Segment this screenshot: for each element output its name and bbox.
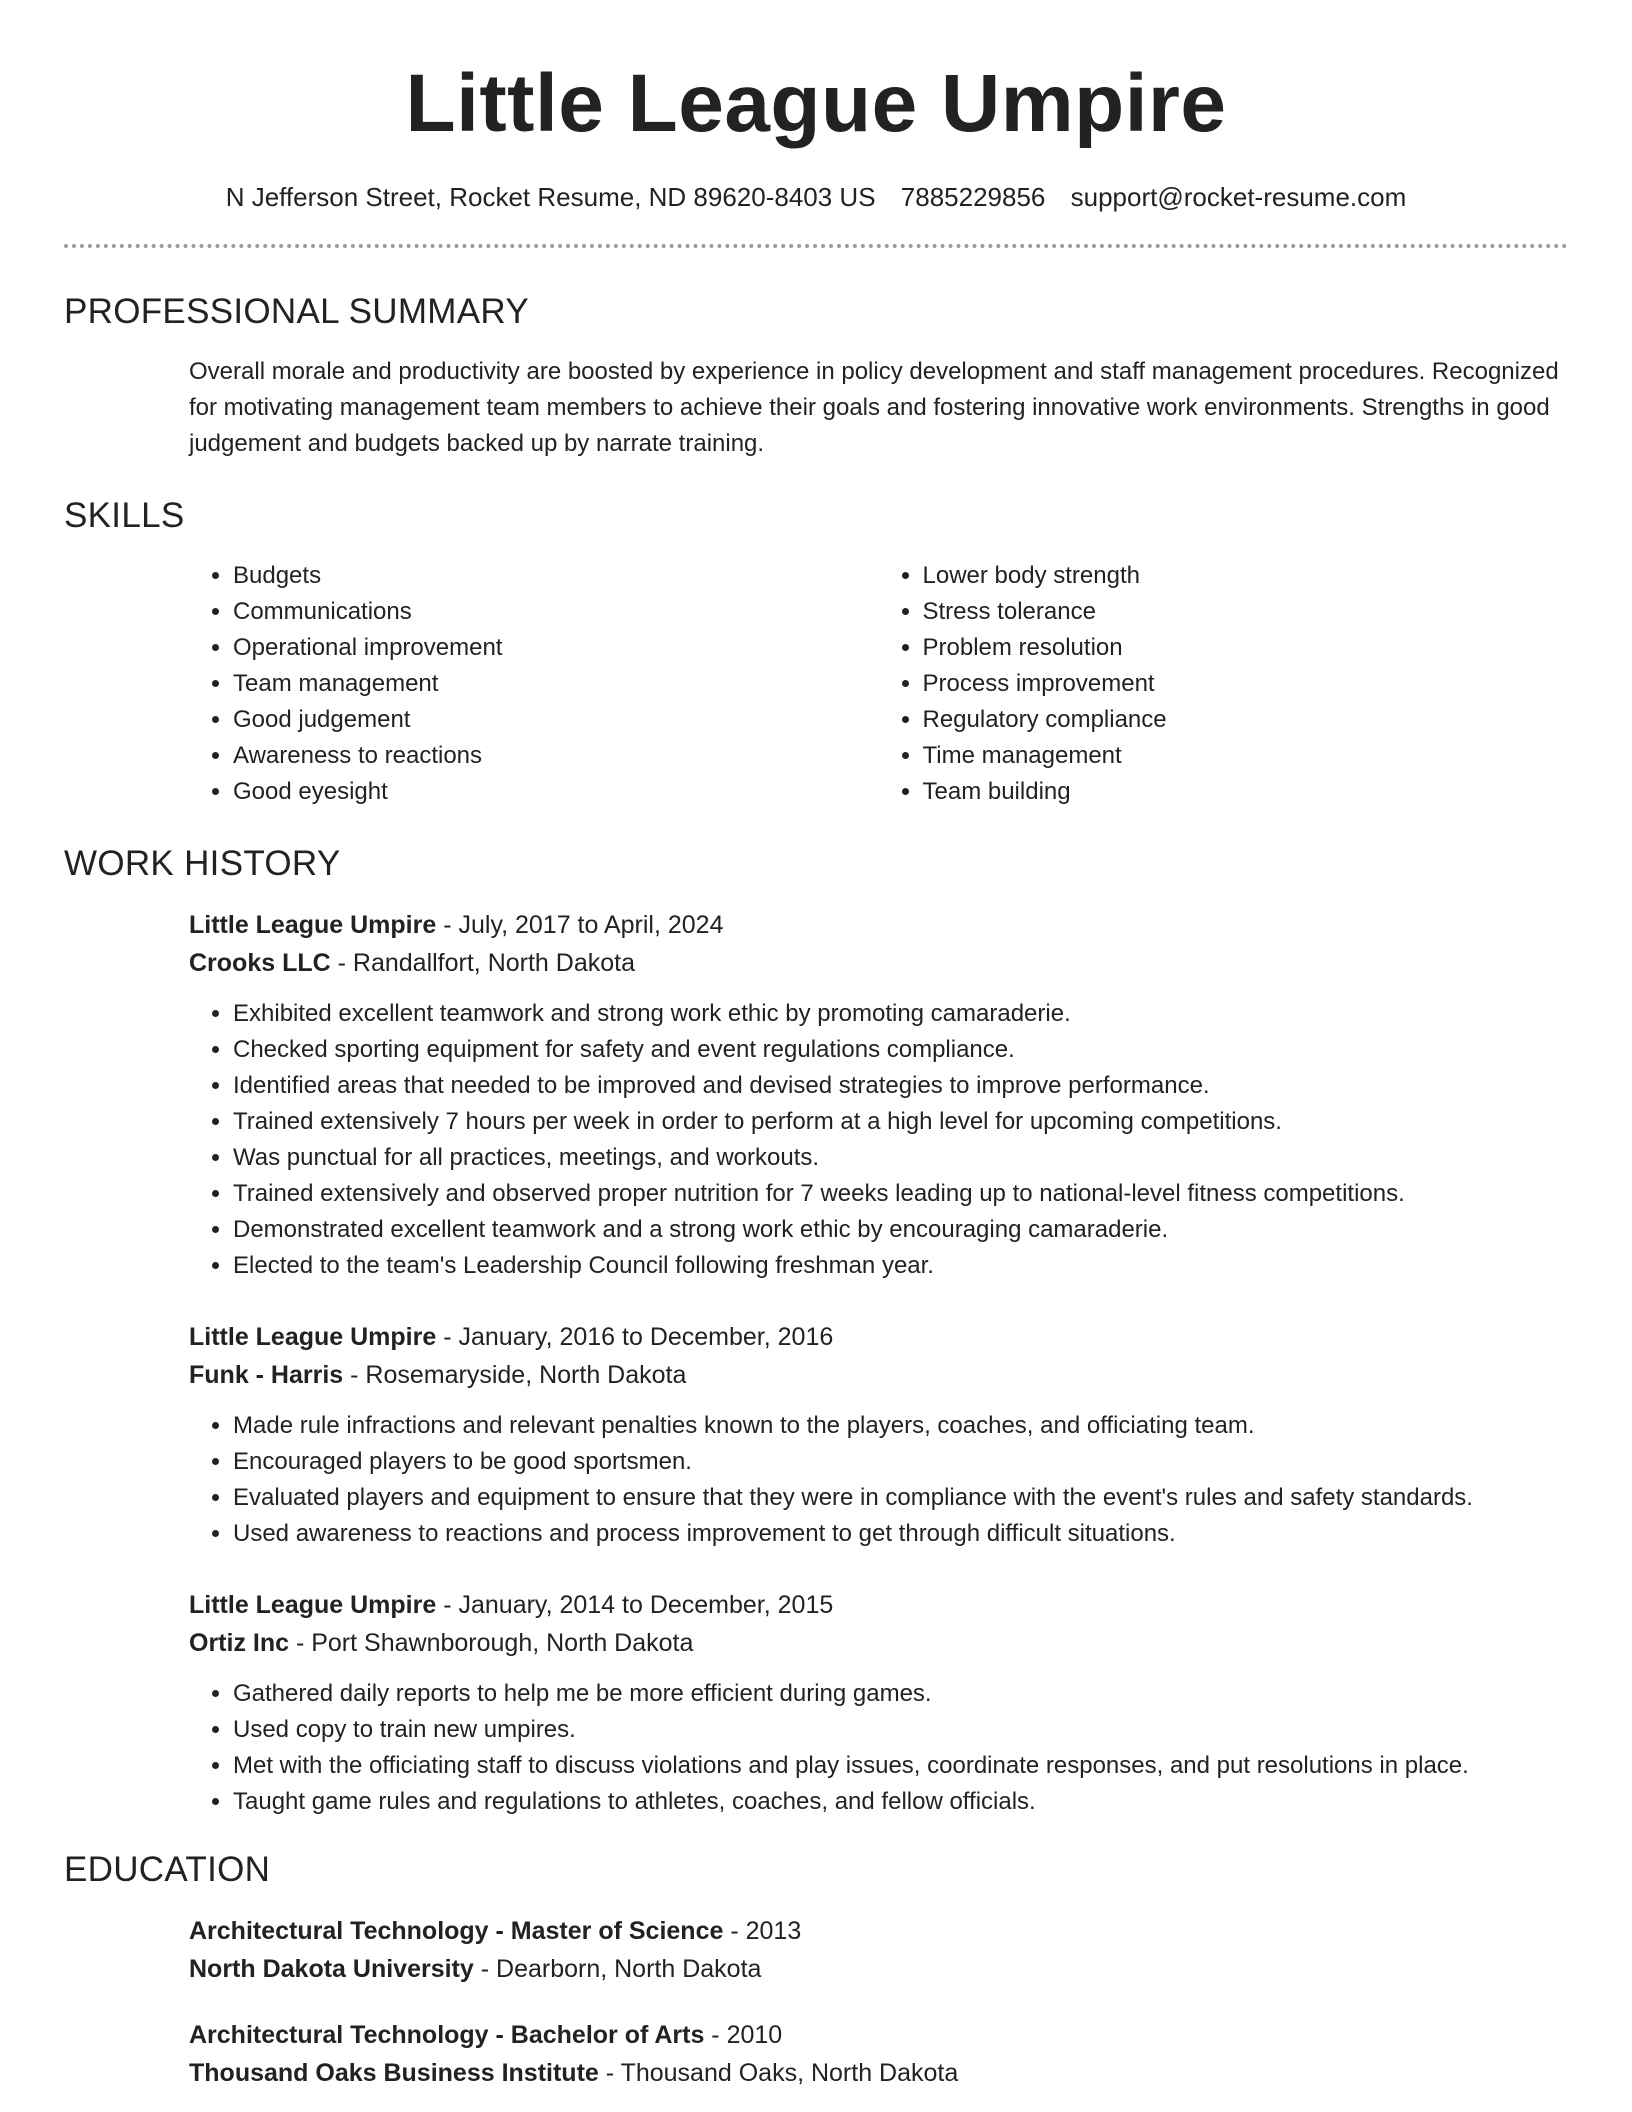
contact-phone: 7885229856 (900, 182, 1046, 212)
skill-item: • Budgets (233, 558, 879, 594)
duty-item: • Made rule infractions and relevant penalties known to the players, coaches, and officiating team. (233, 1408, 1568, 1444)
skill-item: • Stress tolerance (923, 594, 1569, 630)
header-divider (64, 244, 1568, 248)
job-role-line (189, 906, 1568, 944)
section-title-work: WORK HISTORY (64, 844, 341, 883)
duty-item: • Used copy to train new umpires. (233, 1712, 1568, 1748)
contact-address: N Jefferson Street, Rocket Resume, ND 89620-8403 US (225, 182, 876, 212)
section-title-summary: PROFESSIONAL SUMMARY (64, 292, 529, 331)
education-year: - 2013 (723, 1917, 802, 1945)
education-entry (189, 2016, 1568, 2092)
skill-item: • Time management (923, 738, 1569, 774)
section-title-skills: SKILLS (64, 496, 185, 535)
job-company: Ortiz Inc (189, 1629, 290, 1657)
job-location: - Port Shawnborough, North Dakota (289, 1629, 694, 1657)
job-location: - Rosemaryside, North Dakota (343, 1361, 687, 1389)
skill-item: • Problem resolution (923, 630, 1569, 666)
job-duties (189, 1408, 1568, 1552)
job-entry (189, 1586, 1568, 1820)
job-company: Funk - Harris (189, 1361, 344, 1389)
duty-item: • Exhibited excellent teamwork and strong work ethic by promoting camaraderie. (233, 996, 1568, 1032)
job-entry (189, 906, 1568, 1284)
job-company-line (189, 1356, 1568, 1394)
education-school-line (189, 1950, 1568, 1988)
duty-item: • Elected to the team's Leadership Council following freshman year. (233, 1248, 1568, 1284)
skill-item: • Good judgement (233, 702, 879, 738)
job-company-line (189, 944, 1568, 982)
education-degree-line (189, 1912, 1568, 1950)
duty-item: • Encouraged players to be good sportsmen. (233, 1444, 1568, 1480)
duty-item: • Used awareness to reactions and process improvement to get through difficult situations. (233, 1516, 1568, 1552)
job-role: Little League Umpire (189, 1591, 437, 1619)
contact-email: support@rocket-resume.com (1070, 182, 1407, 212)
skills-list-right (879, 558, 1569, 810)
job-role-line (189, 1586, 1568, 1624)
education-degree: Architectural Technology - Master of Science (189, 1917, 724, 1945)
skills-grid (189, 558, 1568, 810)
skill-item: • Awareness to reactions (233, 738, 879, 774)
duty-item: • Was punctual for all practices, meetings, and workouts. (233, 1140, 1568, 1176)
duty-item: • Met with the officiating staff to discuss violations and play issues, coordinate responses, and put resolutions in place. (233, 1748, 1568, 1784)
skill-item: • Process improvement (923, 666, 1569, 702)
skill-item: • Team management (233, 666, 879, 702)
job-company-line (189, 1624, 1568, 1662)
duty-item: • Gathered daily reports to help me be more efficient during games. (233, 1676, 1568, 1712)
job-entry (189, 1318, 1568, 1552)
job-company: Crooks LLC (189, 949, 331, 977)
section-title-education: EDUCATION (64, 1850, 271, 1889)
resume-name: Little League Umpire (405, 58, 1227, 149)
education-location: - Thousand Oaks, North Dakota (598, 2059, 959, 2087)
job-location: - Randallfort, North Dakota (330, 949, 635, 977)
job-dates: - July, 2017 to April, 2024 (436, 911, 724, 939)
education-year: - 2010 (704, 2021, 783, 2049)
summary-text: Overall morale and productivity are boosted by experience in policy development and staff management procedures. Recognized for motivating management team members to achieve their goals and fostering innovative work environments. Strengths in good judgement and budgets backed up by narrate training. (189, 358, 1559, 457)
duty-item: • Evaluated players and equipment to ensure that they were in compliance with the event's rules and safety standards. (233, 1480, 1568, 1516)
job-duties (189, 1676, 1568, 1820)
skill-item: • Operational improvement (233, 630, 879, 666)
education-entry (189, 1912, 1568, 1988)
job-role: Little League Umpire (189, 911, 437, 939)
skill-item: • Good eyesight (233, 774, 879, 810)
job-duties (189, 996, 1568, 1284)
skill-item: • Team building (923, 774, 1569, 810)
job-role: Little League Umpire (189, 1323, 437, 1351)
education-school-line (189, 2054, 1568, 2092)
education-degree-line (189, 2016, 1568, 2054)
education-school: North Dakota University (189, 1955, 474, 1983)
duty-item: • Checked sporting equipment for safety and event regulations compliance. (233, 1032, 1568, 1068)
job-dates: - January, 2014 to December, 2015 (436, 1591, 834, 1619)
duty-item: • Demonstrated excellent teamwork and a strong work ethic by encouraging camaraderie. (233, 1212, 1568, 1248)
skill-item: • Communications (233, 594, 879, 630)
duty-item: • Trained extensively and observed proper nutrition for 7 weeks leading up to national-level fitness competitions. (233, 1176, 1568, 1212)
contact-line (0, 182, 1632, 213)
skill-item: • Regulatory compliance (923, 702, 1569, 738)
duty-item: • Taught game rules and regulations to athletes, coaches, and fellow officials. (233, 1784, 1568, 1820)
education-location: - Dearborn, North Dakota (473, 1955, 762, 1983)
duty-item: • Trained extensively 7 hours per week in order to perform at a high level for upcoming competitions. (233, 1104, 1568, 1140)
duty-item: • Identified areas that needed to be improved and devised strategies to improve performance. (233, 1068, 1568, 1104)
job-role-line (189, 1318, 1568, 1356)
job-dates: - January, 2016 to December, 2016 (436, 1323, 834, 1351)
skills-list-left (189, 558, 879, 810)
skill-item: • Lower body strength (923, 558, 1569, 594)
education-degree: Architectural Technology - Bachelor of Arts (189, 2021, 705, 2049)
education-school: Thousand Oaks Business Institute (189, 2059, 599, 2087)
